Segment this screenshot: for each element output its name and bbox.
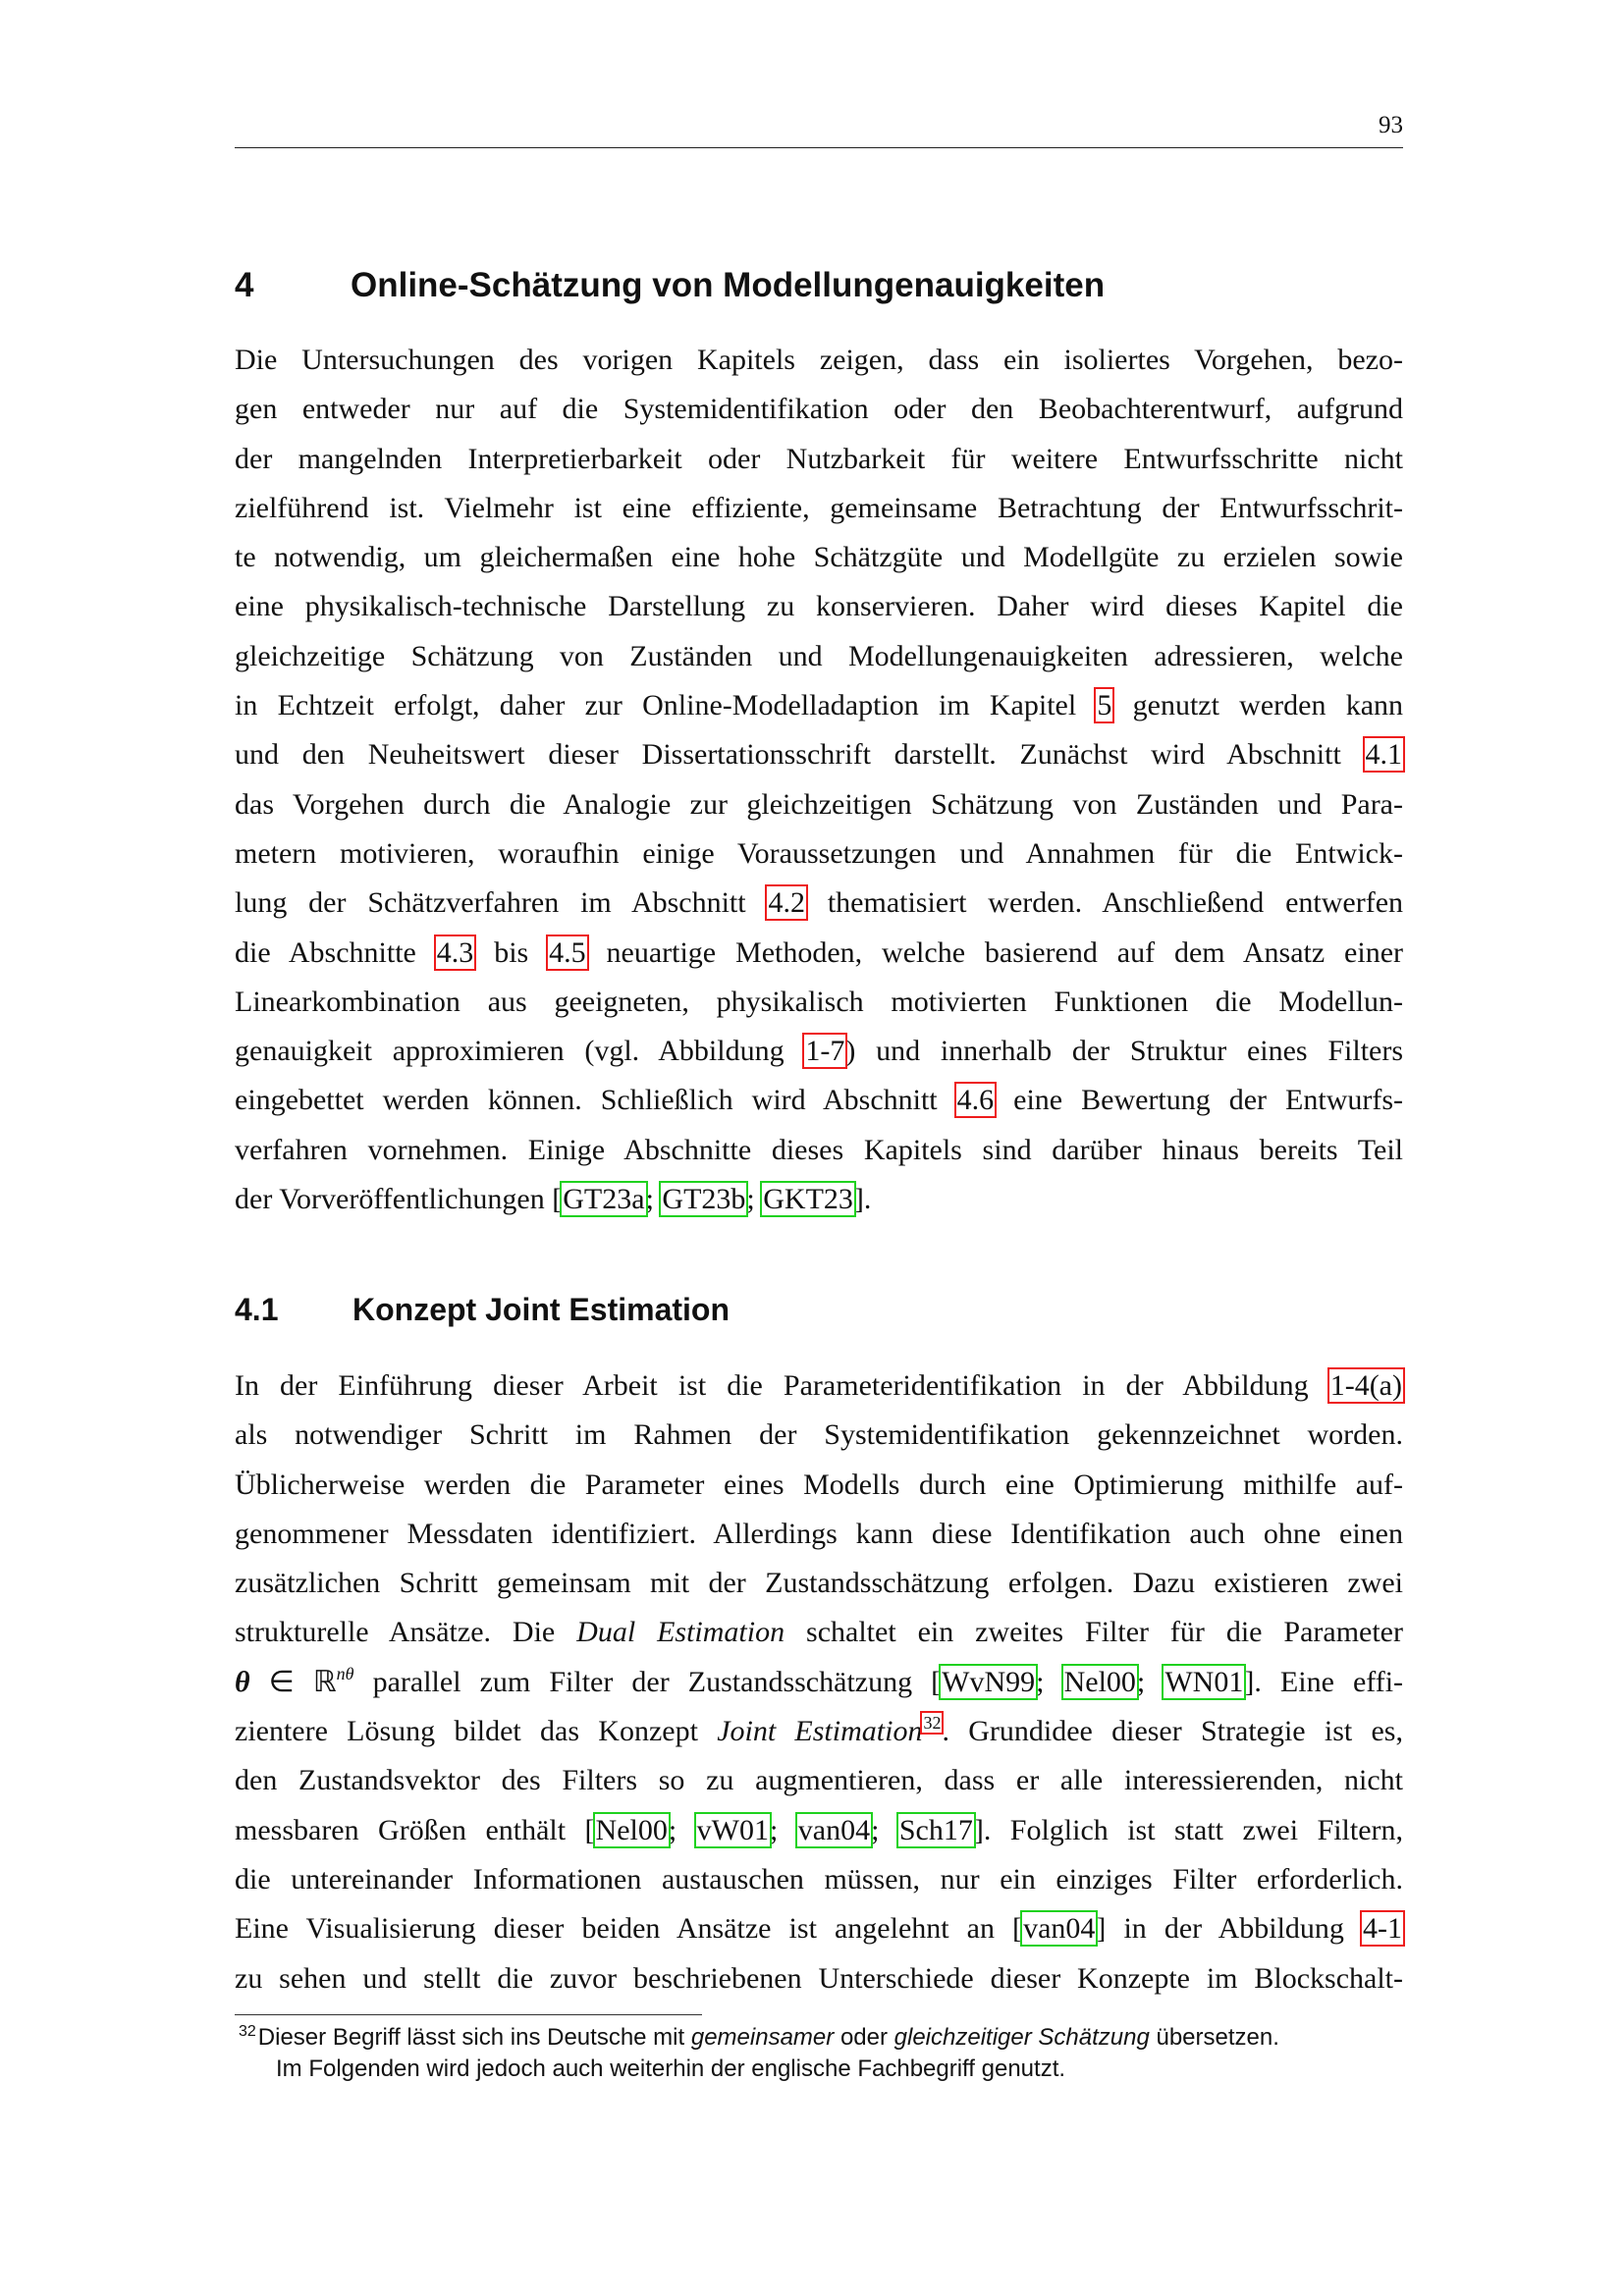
section-heading (235, 1290, 730, 1329)
footnote-term: gleichzeitiger Schätzung (893, 2024, 1150, 2051)
text-line (235, 879, 1403, 928)
text-run: und den Neuheitswert dieser Dissertationsschrift darstellt. Zunächst wird Abschnitt (235, 738, 1341, 772)
text-line (235, 730, 1403, 779)
text-run: messbaren Größen enthält [ (235, 1813, 595, 1846)
footnote-line (235, 2022, 1403, 2054)
text-line: als notwendiger Schritt im Rahmen der Systemidentifikation gekennzeichnet worden. (235, 1418, 1403, 1452)
text-line: Die Untersuchungen des vorigen Kapitels zeigen, dass ein isoliertes Vorgehen, bezo- (235, 344, 1403, 376)
section-ref-link[interactable]: 4.6 (956, 1084, 995, 1117)
text-line (235, 1175, 1403, 1224)
chapter-intro-paragraph (235, 336, 1403, 1224)
citation-link[interactable]: GT23b (662, 1183, 746, 1216)
text-run: ]. (853, 1183, 872, 1216)
text-run: ]. Folglich ist statt zwei Filtern, (973, 1813, 1404, 1846)
chapter-heading (235, 265, 1105, 306)
citation-link[interactable]: Nel00 (1063, 1665, 1136, 1698)
footnote-32 (235, 2022, 1403, 2085)
term-joint-estimation: Joint Estimation (717, 1715, 923, 1748)
text-run: strukturelle Ansätze. Die (235, 1616, 556, 1649)
math-theta-in-r (235, 1663, 354, 1698)
citation-separator: ; (1136, 1665, 1146, 1698)
text-run: Eine Visualisierung dieser beiden Ansätze ist angelehnt an [ (235, 1912, 1023, 1946)
text-run: . Grundidee dieser Strategie ist es, (942, 1715, 1403, 1748)
text-line (235, 929, 1403, 978)
text-line: genommener Messdaten identifiziert. Allerdings kann diese Identifikation auch ohne einen (235, 1517, 1403, 1550)
citation-link[interactable]: WvN99 (942, 1665, 1036, 1698)
text-run: die Abschnitte (235, 935, 416, 969)
text-run: genauigkeit approximieren (vgl. Abbildung (235, 1035, 785, 1068)
text-run: Dieser Begriff lässt sich ins Deutsche mit (257, 2024, 685, 2051)
text-line: gleichzeitige Schätzung von Zuständen und Modellungenauigkeiten adressieren, welche (235, 639, 1403, 672)
footnote-term: gemeinsamer (690, 2024, 835, 2051)
text-line (235, 1707, 1403, 1756)
citation-link[interactable]: WN01 (1164, 1665, 1244, 1698)
text-run: bis (494, 935, 529, 969)
section-ref-link[interactable]: 4.3 (436, 935, 474, 969)
text-run: übersetzen. (1156, 2024, 1279, 2051)
text-line: eine physikalisch-technische Darstellung zu konservieren. Daher wird dieses Kapitel die (235, 590, 1403, 623)
text-line (235, 1904, 1403, 1953)
chapter-number: 4 (235, 266, 254, 304)
text-line (235, 1027, 1403, 1076)
text-line: Linearkombination aus geeigneten, physikalisch motivierten Funktionen die Modellun- (235, 985, 1403, 1018)
citation-separator: ; (1036, 1665, 1045, 1698)
text-run: parallel zum Filter der Zustandsschätzung [ (372, 1665, 942, 1698)
text-line: zielführend ist. Vielmehr ist eine effiziente, gemeinsame Betrachtung der Entwurfsschrit- (235, 491, 1403, 524)
citation-link[interactable]: GT23a (563, 1183, 645, 1216)
citation-link[interactable]: Nel00 (595, 1813, 668, 1846)
text-line: zusätzlichen Schritt gemeinsam mit der Zustandsschätzung erfolgen. Dazu existieren zwei (235, 1567, 1403, 1600)
figure-ref-link[interactable]: 4-1 (1363, 1912, 1403, 1946)
citation-link[interactable]: van04 (797, 1813, 871, 1846)
citation-link[interactable]: Sch17 (898, 1813, 973, 1846)
footnote-mark: 32 (239, 2023, 256, 2040)
text-line (235, 1076, 1403, 1125)
footnote-ref-link[interactable]: 32 (923, 1713, 942, 1734)
text-line: Üblicherweise werden die Parameter eines Modells durch eine Optimierung mithilfe auf- (235, 1468, 1403, 1501)
text-run: lung der Schätzverfahren im Abschnitt (235, 886, 746, 920)
text-line: das Vorgehen durch die Analogie zur gleichzeitigen Schätzung von Zuständen und Para- (235, 787, 1403, 821)
text-line (235, 1806, 1403, 1855)
text-run: neuartige Methoden, welche basierend auf dem Ansatz einer (606, 935, 1404, 969)
chapter-title: Online-Schätzung von Modellungenauigkeiten (351, 266, 1106, 304)
text-line: te notwendig, um gleichermaßen eine hohe Schätzgüte und Modellgüte zu erzielen sowie (235, 541, 1403, 574)
section-ref-link[interactable]: 4.2 (768, 886, 805, 920)
text-run: zientere Lösung bildet das Konzept (235, 1715, 698, 1748)
citation-separator: ; (645, 1183, 654, 1216)
figure-ref-link[interactable]: 1-4(a) (1329, 1369, 1402, 1402)
footnote-line: Im Folgenden wird jedoch auch weiterhin der englische Fachbegriff genutzt. (276, 2056, 1066, 2082)
text-line: den Zustandsvektor des Filters so zu augmentieren, dass er alle interessierenden, nicht (235, 1764, 1403, 1797)
text-line: der mangelnden Interpretierbarkeit oder Nutzbarkeit für weitere Entwurfsschritte nicht (235, 442, 1403, 475)
text-line (235, 1608, 1403, 1657)
section-ref-link[interactable]: 4.1 (1365, 738, 1403, 772)
chapter-ref-link[interactable]: 5 (1097, 689, 1112, 722)
citation-link[interactable]: van04 (1023, 1912, 1096, 1946)
dimension-superscript: nθ (336, 1663, 354, 1683)
citation-link[interactable]: GKT23 (763, 1183, 853, 1216)
header-rule (235, 147, 1403, 148)
citation-link[interactable]: vW01 (696, 1813, 769, 1846)
text-run: In der Einführung dieser Arbeit ist die Parameteridentifikation in der Abbildung (235, 1369, 1309, 1402)
text-run: genutzt werden kann (1132, 689, 1404, 722)
figure-ref-link[interactable]: 1-7 (805, 1035, 845, 1068)
citation-separator: ; (769, 1813, 779, 1846)
text-line: die untereinander Informationen austauschen müssen, nur ein einziges Filter erforderlich. (235, 1862, 1403, 1896)
text-line (235, 1658, 1403, 1707)
text-run: der Vorveröffentlichungen [ (235, 1183, 563, 1216)
section-ref-link[interactable]: 4.5 (549, 935, 586, 969)
text-line (235, 1362, 1403, 1411)
text-run: in Echtzeit erfolgt, daher zur Online-Modelladaption im Kapitel (235, 689, 1077, 722)
citation-separator: ; (668, 1813, 677, 1846)
page-number: 93 (1379, 112, 1403, 138)
term-dual-estimation: Dual Estimation (576, 1616, 785, 1649)
citation-separator: ; (746, 1183, 755, 1216)
text-run: thematisiert werden. Anschließend entwerfen (827, 886, 1404, 920)
text-line: verfahren vornehmen. Einige Abschnitte dieses Kapitels sind darüber hinaus bereits Teil (235, 1133, 1403, 1166)
text-run: eingebettet werden können. Schließlich wird Abschnitt (235, 1084, 938, 1117)
section-number: 4.1 (235, 1292, 279, 1327)
footnote-rule (235, 2014, 702, 2015)
text-run: ) und innerhalb der Struktur eines Filters (845, 1035, 1404, 1068)
citation-separator: ; (871, 1813, 880, 1846)
text-run: oder (839, 2024, 888, 2051)
text-line (235, 681, 1403, 730)
theta-symbol: θ (235, 1665, 250, 1698)
text-line: metern motivieren, woraufhin einige Voraussetzungen und Annahmen für die Entwick- (235, 836, 1403, 870)
text-line: zu sehen und stellt die zuvor beschriebenen Unterschiede dieser Konzepte im Blockschalt- (235, 1961, 1403, 1995)
text-line: gen entweder nur auf die Systemidentifikation oder den Beobachterentwurf, aufgrund (235, 393, 1403, 426)
section-title: Konzept Joint Estimation (352, 1292, 730, 1327)
text-run: ] in der Abbildung (1096, 1912, 1344, 1946)
section-paragraph (235, 1362, 1403, 2003)
text-run: eine Bewertung der Entwurfs- (1013, 1084, 1404, 1117)
text-run: schaltet ein zweites Filter für die Parameter (806, 1616, 1403, 1649)
text-run: ]. Eine effi- (1244, 1665, 1404, 1698)
set-symbol: ∈ ℝ (268, 1665, 337, 1698)
